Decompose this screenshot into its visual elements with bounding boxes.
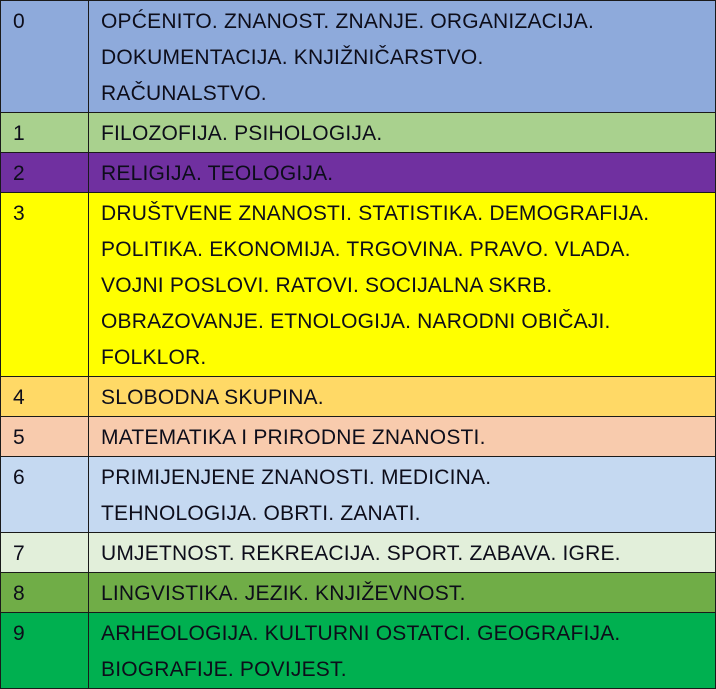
class-description-cell (89, 613, 716, 689)
class-description-cell (89, 533, 716, 573)
class-description-cell (89, 417, 716, 457)
description-line: DOKUMENTACIJA. KNJIŽNIČARSTVO. (101, 46, 484, 69)
class-code-cell: 5 (1, 417, 89, 457)
class-description-cell (89, 193, 716, 377)
class-code-cell: 8 (1, 573, 89, 613)
description-line: LINGVISTIKA. JEZIK. KNJIŽEVNOST. (101, 582, 466, 605)
class-code-cell: 4 (1, 377, 89, 417)
description-line: ARHEOLOGIJA. KULTURNI OSTATCI. GEOGRAFIJA. (101, 622, 621, 645)
class-description-cell (89, 1, 716, 113)
description-line: PRIMIJENJENE ZNANOSTI. MEDICINA. (101, 466, 492, 489)
description-line: MATEMATIKA I PRIRODNE ZNANOSTI. (101, 426, 486, 449)
class-code-cell: 3 (1, 193, 89, 377)
description-line: BIOGRAFIJE. POVIJEST. (101, 658, 347, 681)
class-description-cell (89, 153, 716, 193)
description-line: OBRAZOVANJE. ETNOLOGIJA. NARODNI OBIČAJI. (101, 310, 611, 333)
class-description-cell (89, 573, 716, 613)
table-row (1, 193, 716, 377)
table-row (1, 113, 716, 153)
table-row (1, 1, 716, 113)
description-line: VOJNI POSLOVI. RATOVI. SOCIJALNA SKRB. (101, 274, 553, 297)
table-row (1, 457, 716, 533)
table-row (1, 533, 716, 573)
class-description-cell (89, 457, 716, 533)
table-row (1, 573, 716, 613)
table-row (1, 377, 716, 417)
description-line: SLOBODNA SKUPINA. (101, 386, 324, 409)
class-code-cell: 6 (1, 457, 89, 533)
table-row (1, 613, 716, 689)
class-code-cell: 0 (1, 1, 89, 113)
description-line: RELIGIJA. TEOLOGIJA. (101, 162, 334, 185)
class-description-cell (89, 377, 716, 417)
description-line: FILOZOFIJA. PSIHOLOGIJA. (101, 122, 383, 145)
class-code-cell: 1 (1, 113, 89, 153)
udc-table-body (1, 1, 716, 689)
class-description-cell (89, 113, 716, 153)
class-code-cell: 7 (1, 533, 89, 573)
description-line: TEHNOLOGIJA. OBRTI. ZANATI. (101, 502, 421, 525)
table-row (1, 417, 716, 457)
description-line: UMJETNOST. REKREACIJA. SPORT. ZABAVA. IGRE. (101, 542, 621, 565)
description-line: POLITIKA. EKONOMIJA. TRGOVINA. PRAVO. VLADA. (101, 238, 631, 261)
description-line: DRUŠTVENE ZNANOSTI. STATISTIKA. DEMOGRAFIJA. (101, 202, 650, 225)
class-code-cell: 2 (1, 153, 89, 193)
description-line: OPĆENITO. ZNANOST. ZNANJE. ORGANIZACIJA. (101, 10, 594, 33)
class-code-cell: 9 (1, 613, 89, 689)
description-line: RAČUNALSTVO. (101, 82, 267, 105)
table-row (1, 153, 716, 193)
description-line: FOLKLOR. (101, 346, 207, 369)
